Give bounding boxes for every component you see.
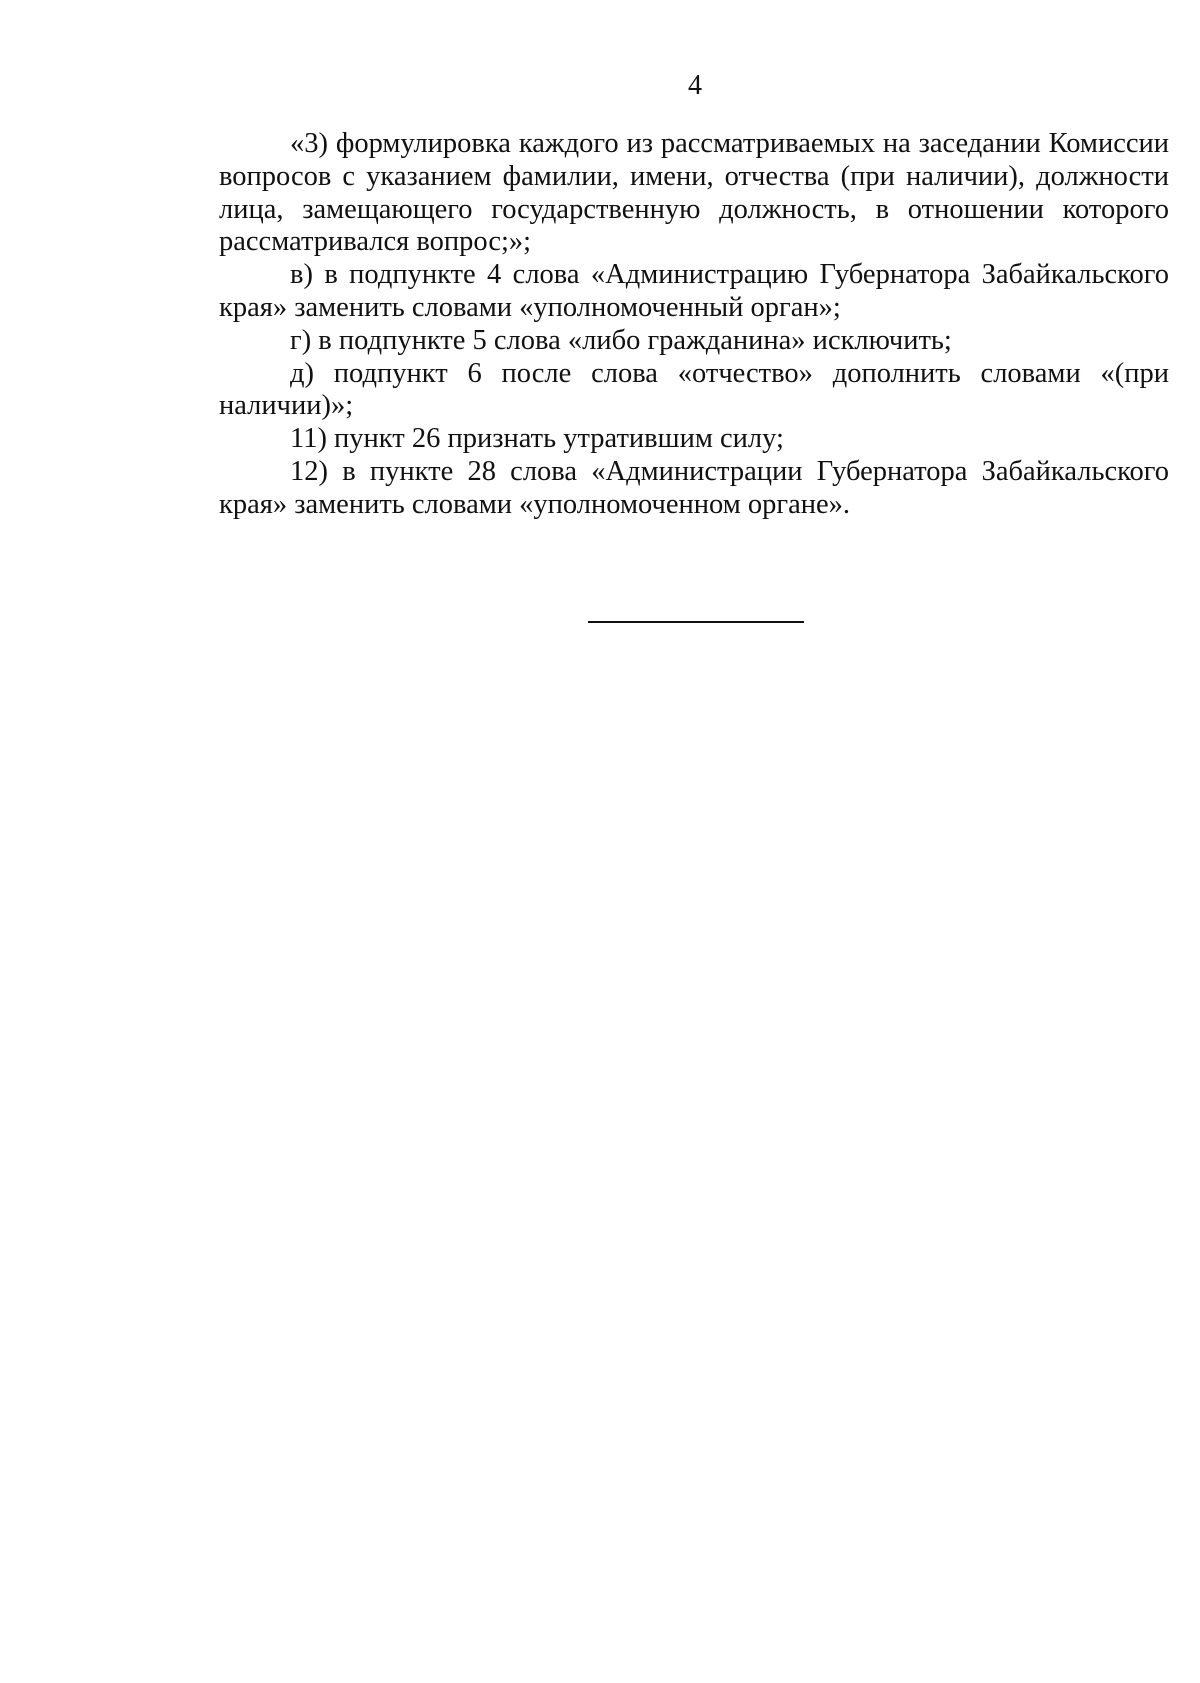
end-of-text-divider [588, 621, 804, 623]
paragraph-item-3-wording: «3) формулировка каждого из рассматриваемых на заседании Комиссии вопросов с указанием фамилии, имени, отчества (при наличии), должности лица, замещающего государственную должность, в отношении которого рассматривался вопрос;»; [219, 128, 1169, 258]
paragraph-item-11: 11) пункт 26 признать утратившим силу; [290, 423, 784, 455]
paragraph-subitem-d: д) подпункт 6 после слова «отчество» дополнить словами «(при наличии)»; [219, 357, 1169, 422]
paragraph-item-12: 12) в пункте 28 слова «Администрации Губернатора Забайкальского края» заменить словами «уполномоченном органе». [219, 455, 1169, 520]
paragraph-subitem-g: г) в подпункте 5 слова «либо гражданина» исключить; [290, 324, 952, 356]
page-number: 4 [688, 70, 702, 101]
paragraph-subitem-v: в) в подпункте 4 слова «Администрацию Губернатора Забайкальского края» заменить словами «уполномоченный орган»; [219, 259, 1169, 323]
document-body [219, 128, 1169, 522]
